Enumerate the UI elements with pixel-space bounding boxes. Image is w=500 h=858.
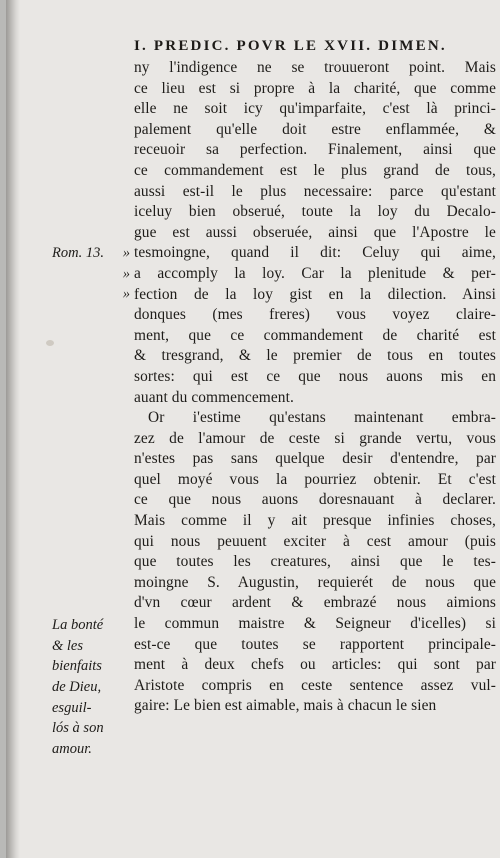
- text-line: aussi est-il le plus necessaire: parce qu'estant: [134, 182, 496, 200]
- text-line: & tresgrand, & le premier de tous en toutes: [134, 347, 496, 365]
- margin-note-line: & les: [52, 638, 84, 654]
- text-line: tesmoingne, quand il dit: Celuy qui aime,: [134, 244, 496, 262]
- text-line: que toutes les creatures, ainsi que le tes-: [134, 553, 496, 571]
- text-line: sortes: qui est ce que nous auons mis en: [134, 367, 496, 385]
- text-line: zez de l'amour de ceste si grande vertu, vous: [134, 429, 496, 447]
- body-text: [134, 58, 496, 717]
- text-line: donques (mes freres) vous voyez claire-: [134, 306, 496, 324]
- text-line: Aristote compris en ceste sentence assez vul-: [134, 676, 496, 694]
- margin-note-line: de Dieu,: [52, 679, 102, 695]
- text-line: quel moyé vous la pourriez obtenir. Et c'est: [134, 470, 496, 488]
- margin-note-line: La bonté: [52, 617, 104, 633]
- text-line: iceluy bien obserué, toute la loy du Decalo-: [134, 203, 496, 221]
- text-line: d'vn cœur ardent & embrazé nous aimions: [134, 594, 496, 612]
- text-line: ny l'indigence ne se trouueront point. Mais: [134, 59, 496, 76]
- paper-stain: [46, 340, 54, 346]
- margin-note-line: esguil-: [52, 700, 92, 716]
- text-line: auant du commencement.: [134, 388, 294, 406]
- text-line: est-ce que toutes se rapportent principale-: [134, 635, 496, 653]
- text-line: receuoir sa perfection. Finalement, ainsi que: [134, 141, 496, 159]
- text-line: qui nous peuuent exciter à cest amour (puis: [134, 532, 496, 550]
- text-line: Mais comme il y ait presque infinies choses,: [134, 512, 496, 530]
- text-line: gaire: Le bien est aimable, mais à chacun le sien: [134, 697, 437, 715]
- margin-reference: Rom. 13.: [52, 245, 104, 261]
- margin-note-line: bienfaits: [52, 658, 102, 674]
- text-line: ce commandement est le plus grand de tous,: [134, 161, 496, 179]
- text-line: elle ne soit icy qu'imparfaite, c'est là princi-: [134, 100, 496, 118]
- text-line: ce que nous auons doresnauant à declarer.: [134, 491, 496, 509]
- text-line: gue est aussi obseruée, ainsi que l'Apostre le: [134, 223, 496, 241]
- quote-mark: »: [122, 266, 130, 282]
- text-line: a accomply la loy. Car la plenitude & per-: [134, 264, 496, 282]
- text-line: ment, que ce commandement de charité est: [134, 326, 496, 344]
- gutter-shadow: [6, 0, 20, 858]
- quote-mark: »: [122, 286, 130, 302]
- quote-mark: »: [122, 245, 130, 261]
- book-page: [6, 0, 500, 858]
- text-line: moingne S. Augustin, requierét de nous que: [134, 573, 496, 591]
- text-line: le commun maistre & Seigneur d'icelles) si: [134, 615, 496, 633]
- running-head: I. PREDIC. POVR LE XVII. DIMEN.: [134, 38, 447, 54]
- text-line: ment à deux chefs ou articles: qui sont par: [134, 656, 496, 674]
- text-line: fection de la loy gist en la dilection. Ainsi: [134, 285, 496, 303]
- text-line: n'estes pas sans quelque desir d'entendre, par: [134, 450, 496, 468]
- text-line: ce lieu est si propre à la charité, que comme: [134, 79, 496, 97]
- text-line: palement qu'elle doit estre enflammée, &: [134, 120, 496, 138]
- margin-note-line: amour.: [52, 741, 92, 757]
- text-line: Or i'estime qu'estans maintenant embra-: [148, 409, 496, 427]
- margin-note-line: lós à son: [52, 720, 104, 736]
